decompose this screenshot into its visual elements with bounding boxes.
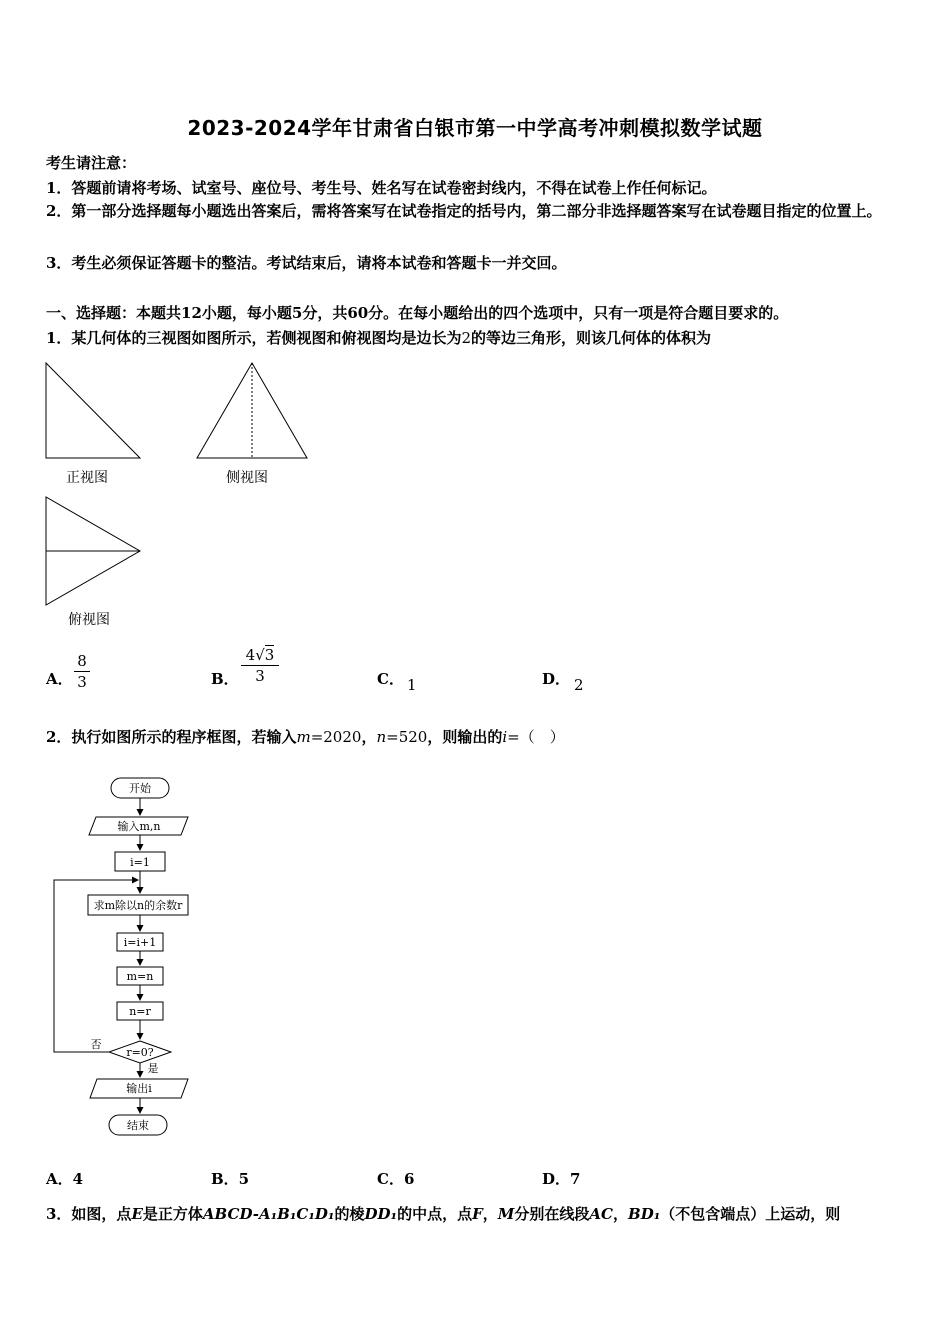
flow-increment-label: i=i+1 — [123, 936, 157, 949]
flow-condition-label: r=0? — [126, 1046, 154, 1059]
q3-segment-ac: AC — [589, 1205, 613, 1223]
notice-item-2: 2．第一部分选择题每小题选出答案后，需将答案写在试卷指定的括号内，第二部分非选择题答案写在试卷题目指定的位置上。 — [46, 202, 882, 220]
q2-option-b: B．5 — [211, 1170, 250, 1188]
q3-point-e: E — [131, 1205, 143, 1223]
q1-option-a-label: A． — [46, 670, 73, 688]
q2-n-value: =520 — [386, 728, 428, 746]
flow-remainder-label: 求m除以n的余数r — [93, 899, 183, 912]
q2-text-c: =（ ） — [507, 728, 565, 746]
q2-m-var: m — [296, 728, 311, 746]
notice-heading: 考生请注意： — [46, 154, 137, 172]
page-title: 2023-2024学年甘肃省白银市第一中学高考冲刺模拟数学试题 — [187, 116, 763, 140]
q2-m-value: =2020 — [310, 728, 362, 746]
q1-option-b-denominator: 3 — [255, 667, 265, 685]
q3-text-d: 的中点，点 — [397, 1205, 473, 1223]
q3-text-c: 的棱 — [334, 1205, 365, 1223]
section-heading: 一、选择题：本题共12小题，每小题5分，共60分。在每小题给出的四个选项中，只有一项是符合题目要求的。 — [46, 304, 789, 322]
q1-option-b-radicand: 3 — [264, 646, 275, 664]
side-view-caption: 侧视图 — [226, 470, 268, 486]
q1-text-a: 1．某几何体的三视图如图所示，若侧视图和俯视图均是边长为 — [46, 329, 462, 347]
q3-point-f: F — [472, 1205, 483, 1223]
q2-text-b: ，则输出的 — [427, 728, 503, 746]
q1-option-a-denominator: 3 — [77, 673, 87, 691]
q1-option-b-coefficient: 4 — [245, 646, 256, 664]
q1-option-d-value: 2 — [574, 676, 584, 694]
q3-comma-1: ， — [482, 1205, 498, 1223]
q1-option-b-label: B． — [211, 670, 239, 688]
flow-start-label: 开始 — [129, 782, 151, 795]
q2-text-a: 2．执行如图所示的程序框图，若输入 — [46, 728, 297, 746]
q3-text-f: （不包含端点）上运动，则 — [660, 1205, 841, 1223]
flow-yes-label: 是 — [147, 1062, 159, 1075]
flow-init-label: i=1 — [130, 856, 150, 869]
q3-comma-2: ， — [613, 1205, 629, 1223]
sqrt-sign: √ — [255, 646, 265, 664]
flow-input-label: 输入m,n — [117, 820, 161, 833]
q2-option-c: C．6 — [377, 1170, 415, 1188]
q1-option-a-numerator: 8 — [77, 652, 87, 670]
flow-n-assign-label: n=r — [129, 1005, 151, 1018]
q3-edge: DD₁ — [364, 1205, 398, 1223]
q1-option-c-value: 1 — [407, 676, 417, 694]
q2-option-d: D．7 — [542, 1170, 581, 1188]
q3-text-b: 是正方体 — [142, 1205, 203, 1223]
q3-text-a: 3．如图，点 — [46, 1205, 132, 1223]
q1-option-d-label: D． — [542, 670, 571, 688]
q1-option-c-label: C． — [377, 670, 404, 688]
notice-item-3: 3．考生必须保证答题卡的整洁。考试结束后，请将本试卷和答题卡一并交回。 — [46, 254, 567, 272]
q3-text-e: 分别在线段 — [514, 1205, 590, 1223]
flow-no-label: 否 — [90, 1038, 102, 1051]
q3-point-m: M — [497, 1205, 515, 1223]
front-view-caption: 正视图 — [66, 470, 108, 486]
q2-option-a: A．4 — [46, 1170, 84, 1188]
question-3-stem — [46, 1203, 840, 1224]
q2-n-var: n — [376, 728, 387, 746]
flow-m-assign-label: m=n — [126, 970, 154, 983]
q2-separator: ， — [361, 728, 377, 746]
q1-side-length: 2 — [461, 329, 471, 347]
top-view-caption: 俯视图 — [68, 612, 110, 628]
notice-item-1: 1．答题前请将考场、试室号、座位号、考生号、姓名写在试卷密封线内，不得在试卷上作任何标记。 — [46, 179, 717, 197]
flow-end-label: 结束 — [127, 1119, 149, 1132]
q1-text-b: 的等边三角形，则该几何体的体积为 — [471, 329, 712, 347]
q2-i-var: i — [502, 728, 508, 746]
q3-segment-bd1: BD₁ — [628, 1205, 661, 1223]
flow-output-label: 输出i — [126, 1082, 152, 1095]
q3-cube-name: ABCD-A₁B₁C₁D₁ — [202, 1205, 335, 1223]
